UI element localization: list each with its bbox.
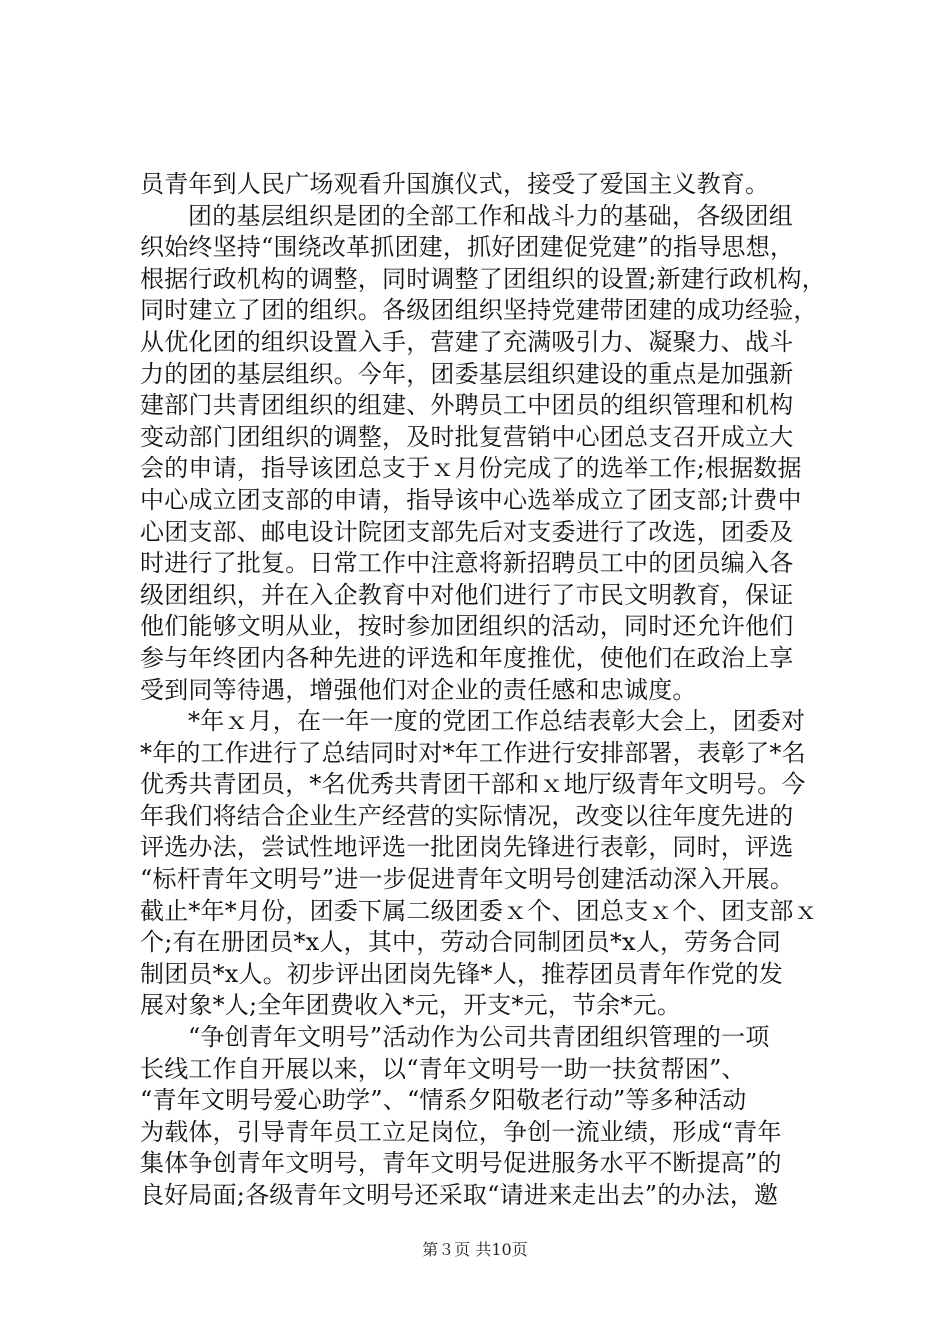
text-line: 集体争创青年文明号，青年文明号促进服务水平不断提高”的 xyxy=(140,1149,782,1178)
text-line: 制团员*x人。初步评出团岗先锋*人，推荐团员青年作党的发 xyxy=(140,959,784,988)
text-line: 级团组织，并在入企教育中对他们进行了市民文明教育，保证 xyxy=(140,580,794,609)
paragraph-start-line: 团的基层组织是团的全部工作和战斗力的基础，各级团组 xyxy=(188,201,793,230)
text-line: 他们能够文明从业，按时参加团组织的活动，同时还允许他们 xyxy=(140,612,794,641)
text-line: 从优化团的组织设置入手，营建了充满吸引力、凝聚力、战斗 xyxy=(140,327,794,356)
page-number-footer: 第３页 共10页 xyxy=(422,1240,528,1259)
text-line: 良好局面;各级青年文明号还采取“请进来走出去”的办法，邀 xyxy=(140,1181,779,1209)
text-line: 织始终坚持“围绕改革抓团建，抓好团建促党建”的指导思想， xyxy=(140,233,795,262)
text-line: 建部门共青团组织的组建、外聘员工中团员的组织管理和机构 xyxy=(140,391,794,420)
text-line: 根据行政机构的调整，同时调整了团组织的设置;新建行政机构， xyxy=(140,264,826,293)
text-line: 心团支部、邮电设计院团支部先后对支委进行了改选，团委及 xyxy=(140,517,794,546)
text-line: 优秀共青团员，*名优秀共青团干部和ｘ地厅级青年文明号。今 xyxy=(140,770,806,799)
text-line: 展对象*人;全年团费收入*元，开支*元，节余*元。 xyxy=(140,991,682,1020)
text-line: 力的团的基层组织。今年，团委基层组织建设的重点是加强新 xyxy=(140,359,794,388)
text-line: 时进行了批复。日常工作中注意将新招聘员工中的团员编入各 xyxy=(140,549,794,578)
text-line: 年我们将结合企业生产经营的实际情况，改变以往年度先进的 xyxy=(140,801,794,830)
text-line: 截止*年*月份，团委下属二级团委ｘ个、团总支ｘ个、团支部ｘ xyxy=(140,896,818,925)
text-line: 员青年到人民广场观看升国旗仪式，接受了爱国主义教育。 xyxy=(140,170,770,198)
text-line: 变动部门团组织的调整，及时批复营销中心团总支召开成立大 xyxy=(140,422,794,451)
text-line: 同时建立了团的组织。各级团组织坚持党建带团建的成功经验， xyxy=(140,296,818,325)
text-line: 长线工作自开展以来，以“青年文明号一助一扶贫帮困”、 xyxy=(140,1054,746,1083)
paragraph-start-line: “争创青年文明号”活动作为公司共青团组织管理的一项 xyxy=(188,1023,770,1052)
text-line: “标杆青年文明号”进一步促进青年文明号创建活动深入开展。 xyxy=(140,865,795,894)
text-line: *年的工作进行了总结同时对*年工作进行安排部署，表彰了*名 xyxy=(140,738,806,767)
paragraph-start-line: *年ｘ月，在一年一度的党团工作总结表彰大会上，团委对 xyxy=(188,707,806,736)
text-line: 个;有在册团员*x人，其中，劳动合同制团员*x人，劳务合同 xyxy=(140,928,781,957)
text-line: 受到同等待遇，增强他们对企业的责任感和忠诚度。 xyxy=(140,675,697,704)
text-line: “青年文明号爱心助学”、“情系夕阳敬老行动”等多种活动 xyxy=(140,1086,747,1115)
document-body xyxy=(140,169,826,1212)
text-line: 会的申请，指导该团总支于ｘ月份完成了的选举工作;根据数据 xyxy=(140,454,802,483)
text-line: 参与年终团内各种先进的评选和年度推优，使他们在政治上享 xyxy=(140,643,794,672)
text-line: 为载体，引导青年员工立足岗位，争创一流业绩，形成“青年 xyxy=(140,1117,782,1146)
text-line: 评选办法，尝试性地评选一批团岗先锋进行表彰，同时，评选 xyxy=(140,833,794,862)
text-line: 中心成立团支部的申请，指导该中心选举成立了团支部;计费中 xyxy=(140,485,802,514)
